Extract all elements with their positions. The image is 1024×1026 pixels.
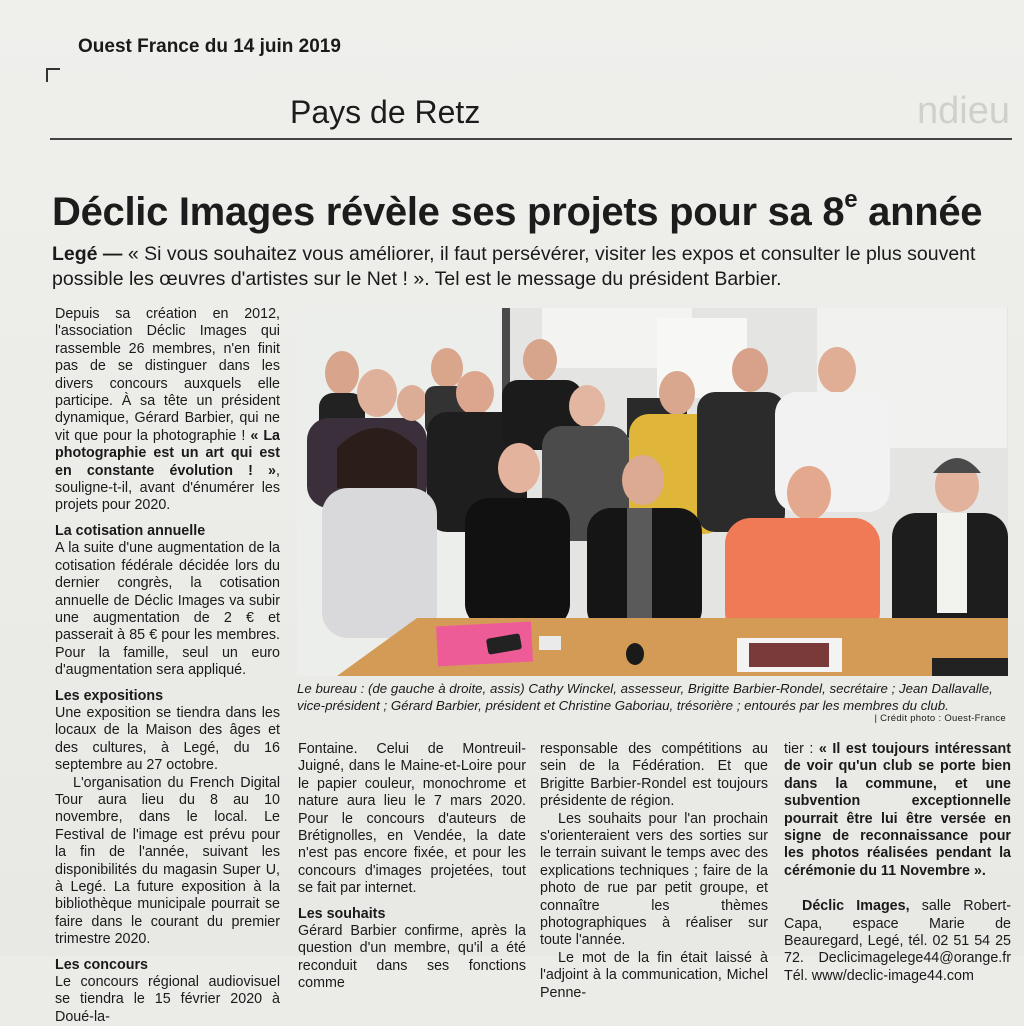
heading-souhaits: Les souhaits [298, 905, 386, 922]
lead-place: Legé — [52, 243, 123, 265]
headline [52, 186, 983, 235]
intro-paragraph [55, 306, 280, 515]
paragraph-expositions-2: L'organisation du French Digital Tour aura lieu du 8 au 10 novembre, dans le local. Le Festival de l'image est prévu pour la fin de l'année, suivant les disponibilités du magasin Super U, à Legé. La future exposition à la bibliothèque municipale pourrait se faire dans le courant du premier trimestre 2020. [55, 774, 280, 948]
intro-text: Depuis sa création en 2012, l'association Déclic Images qui rassemble 26 membres, n'en finit pas de se distinguer dans les divers concours auxquels elle participe. À sa tête un président dynamique, Gérard Barbier, qui ne vit que pour la photographie ! [55, 306, 280, 444]
paragraph-souhaits-cont: responsable des compétitions au sein de la Fédération. Et que Brigitte Barbier-Rondel est toujours présidente de région. [540, 741, 768, 810]
paragraph-mot-de-la-fin: Le mot de la fin était laissé à l'adjoint à la communication, Michel Penne- [540, 949, 768, 1001]
contact-name: Déclic Images, [802, 898, 910, 915]
column-1 [55, 306, 280, 1026]
intro-text-end: , souligne-t-il, avant d'énumérer les projets pour 2020. [55, 462, 280, 514]
contact-info [784, 898, 1011, 985]
column-3 [540, 741, 768, 1002]
crop-mark [46, 68, 60, 82]
lead-paragraph [52, 242, 982, 292]
section-title: Pays de Retz [290, 94, 481, 130]
paragraph-expositions-1: Une exposition se tiendra dans les locaux de la Maison des âges et des cultures, à Legé, du 16 septembre au 27 octobre. [55, 704, 280, 774]
contact-details: salle Robert-Capa, espace Marie de Beauregard, Legé, tél. 02 51 54 25 72. Declicimagelege44@orange.fr Tél. www/declic-image44.com [784, 898, 1011, 984]
column-2 [298, 741, 526, 993]
quote-adjoint: « Il est toujours intéressant de voir qu'un club se porte bien dans la commune, et une subvention exceptionnelle pourrait être lui être versée en signe de reconnaissance pour les photos réalisées pendant la cérémonie du 11 Novembre ». [784, 741, 1011, 879]
paragraph-concours-cont: Fontaine. Celui de Montreuil-Juigné, dans le Maine-et-Loire pour le papier couleur, monochrome et nature aura lieu le 7 mars 2020. Pour le concours d'auteurs de Brétignolles, en Vendée, la date n'est pas encore fixée, et pour les concours d'images projetées, tout se fait par internet. [298, 741, 526, 897]
heading-concours: Les concours [55, 956, 148, 973]
section-rule [50, 138, 1012, 140]
paragraph-concours: Le concours régional audiovisuel se tiendra le 15 février 2020 à Doué-la- [55, 974, 280, 1025]
headline-sup: e [844, 186, 858, 213]
headline-end: année [857, 190, 983, 234]
intro-quote: « La photographie est un art qui est en constante évolution ! » [55, 427, 280, 479]
paragraph-souhaits: Gérard Barbier confirme, après la question d'un membre, qu'il a été reconduit dans ses fonctions comme [298, 923, 526, 992]
newspaper-source: Ouest France du 14 juin 2019 [78, 36, 341, 57]
photo-credit: | Crédit photo : Ouest-France [874, 713, 1006, 724]
lead-text: « Si vous souhaitez vous améliorer, il faut persévérer, visiter les expos et consulter le plus souvent possible les œuvres d'artistes sur le Net ! ». Tel est le message du président Barbier. [52, 243, 976, 290]
photo-caption: Le bureau : (de gauche à droite, assis) Cathy Winckel, assesseur, Brigitte Barbier-Rondel, secrétaire ; Jean Dallavalle, vice-président ; Gérard Barbier, président et Christine Gaboriau, trésorière ; entourés par les membres du club. [297, 681, 993, 713]
heading-cotisation: La cotisation annuelle [55, 522, 206, 539]
column-4 [784, 741, 1011, 985]
paragraph-cotisation: A la suite d'une augmentation de la cotisation fédérale décidée lors du dernier congrès, la cotisation annuelle de Déclic Images va subir une augmentation de 2 € et passerait à 85 € pour les membres. Pour la famille, seul un euro d'augmentation sera appliqué. [55, 540, 280, 679]
heading-expositions: Les expositions [55, 687, 164, 704]
paragraph-souhaits-2: Les souhaits pour l'an prochain s'orienteraient vers des sorties sur le terrain suivant le temps avec des explications techniques ; faire de la photo de rue par petit groupe, et connaître les thèmes photographiques à réaliser sur toute l'année. [540, 810, 768, 949]
quote-lead-in: tier : [784, 741, 819, 757]
group-photo [297, 308, 1008, 676]
bleed-through-text: ndieu [917, 90, 1010, 132]
paragraph-quote-adjoint [784, 741, 1011, 880]
headline-main: Déclic Images révèle ses projets pour sa 8 [52, 190, 845, 234]
